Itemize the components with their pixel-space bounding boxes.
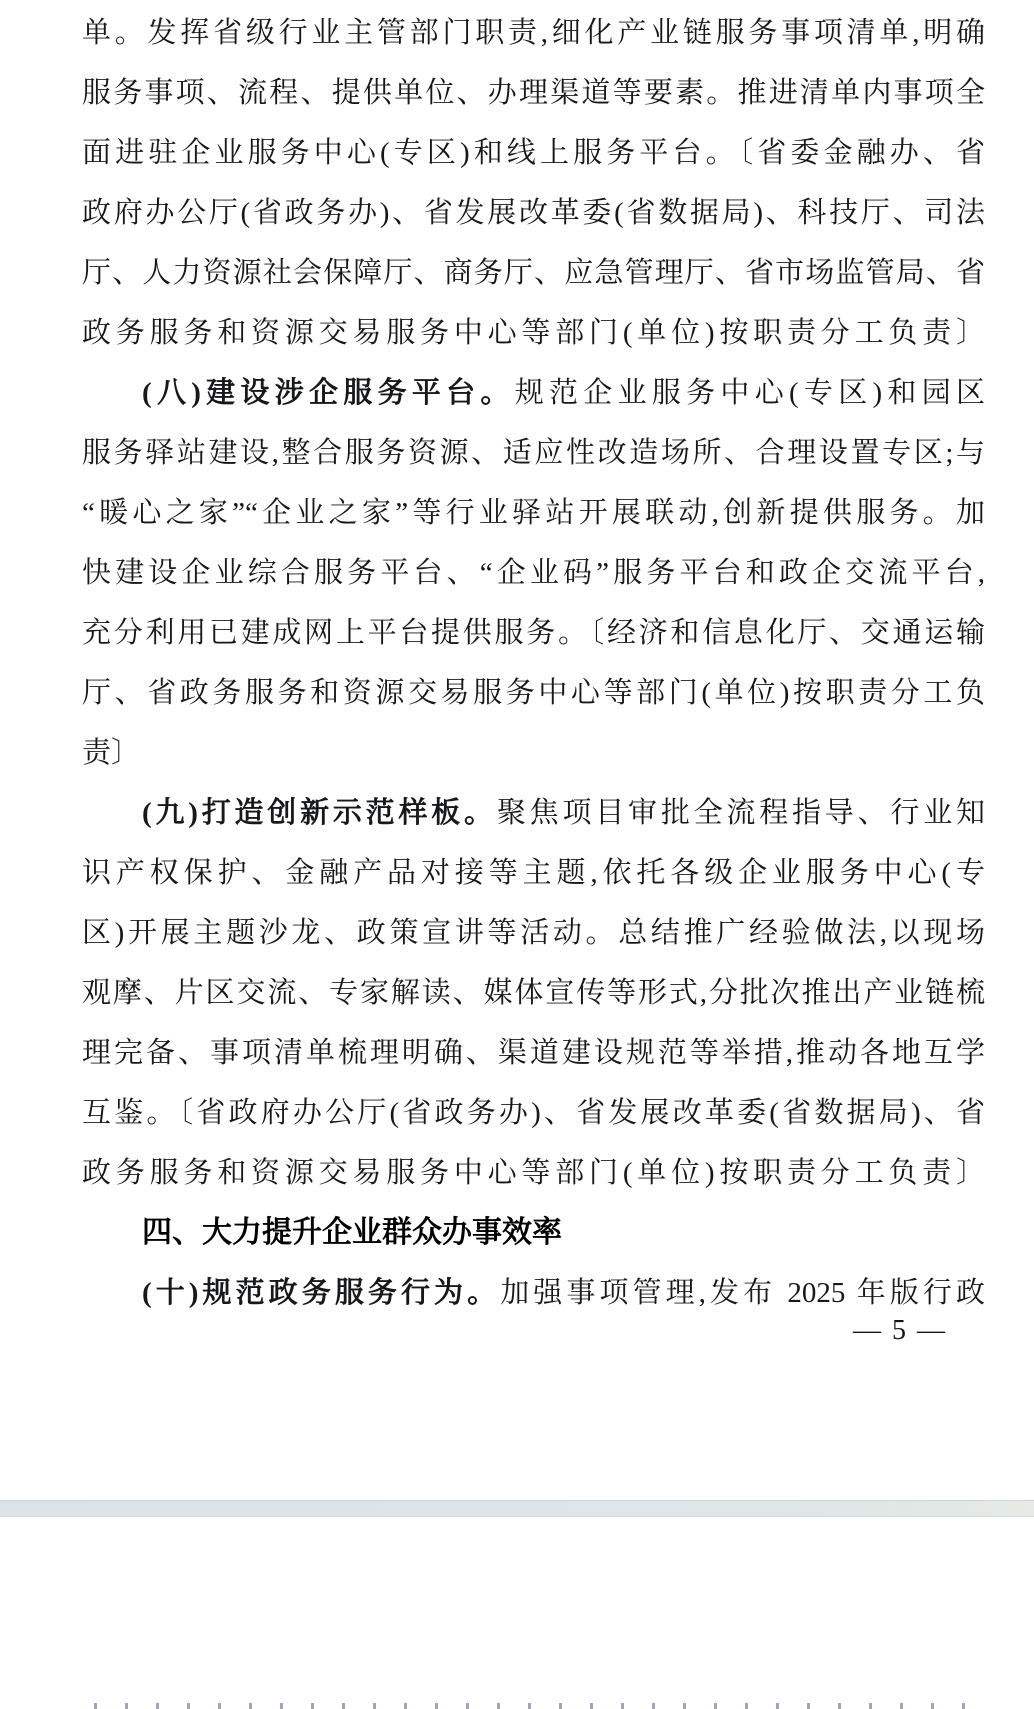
text-run: 加强事项管理,发布 2025 年版行政 xyxy=(500,1277,985,1309)
text-line xyxy=(82,423,985,483)
text-run: 厅、人力资源社会保障厅、商务厅、应急管理厅、省市场监管局、省 xyxy=(82,257,985,289)
text-line xyxy=(82,483,985,543)
page-gap-divider xyxy=(0,1500,1034,1517)
text-line xyxy=(82,123,985,183)
text-run: 服务驿站建设,整合服务资源、适应性改造场所、合理设置专区;与 xyxy=(82,437,985,469)
text-run: “暖心之家”“企业之家”等行业驿站开展联动,创新提供服务。加 xyxy=(82,497,985,529)
document-page-6 xyxy=(0,1517,1034,1709)
text-run: 面进驻企业服务中心(专区)和线上服务平台。〔省委金融办、省 xyxy=(82,137,985,169)
text-run: 政务服务和资源交易服务中心等部门(单位)按职责分工负责〕 xyxy=(82,317,985,349)
text-run: 四、大力提升企业群众办事效率 xyxy=(142,1216,562,1249)
text-line xyxy=(82,903,985,963)
text-run: 单。发挥省级行业主管部门职责,细化产业链服务事项清单,明确 xyxy=(82,17,985,49)
text-run: 观摩、片区交流、专家解读、媒体宣传等形式,分批次推出产业链梳 xyxy=(82,977,985,1009)
document-text-block xyxy=(82,3,985,1323)
text-line xyxy=(82,1023,985,1083)
text-run: 识产权保护、金融产品对接等主题,依托各级企业服务中心(专 xyxy=(82,857,985,889)
text-run: 互鉴。〔省政府办公厅(省政务办)、省发展改革委(省数据局)、省 xyxy=(82,1097,985,1129)
paragraph-lead: (九)打造创新示范样板。 xyxy=(142,797,497,829)
text-line xyxy=(82,363,985,423)
section-heading xyxy=(82,1203,985,1263)
text-line xyxy=(82,963,985,1023)
text-line xyxy=(82,1143,985,1203)
text-run: 政府办公厅(省政务办)、省发展改革委(省数据局)、科技厅、司法 xyxy=(82,197,985,229)
text-run: 区)开展主题沙龙、政策宣讲等活动。总结推广经验做法,以现场 xyxy=(82,917,985,949)
paragraph-lead: (十)规范政务服务行为。 xyxy=(142,1277,501,1309)
text-run: 规范企业服务中心(专区)和园区 xyxy=(514,377,985,409)
text-run: 政务服务和资源交易服务中心等部门(单位)按职责分工负责〕 xyxy=(82,1157,985,1189)
text-run: 快建设企业综合服务平台、“企业码”服务平台和政企交流平台, xyxy=(82,557,985,589)
text-line xyxy=(82,843,985,903)
text-line xyxy=(82,303,985,363)
text-line xyxy=(82,663,985,723)
text-run: 厅、省政务服务和资源交易服务中心等部门(单位)按职责分工负 xyxy=(82,677,985,709)
text-line xyxy=(82,543,985,603)
next-page-clipped-text xyxy=(94,1703,974,1709)
text-line xyxy=(82,3,985,63)
text-line xyxy=(82,1083,985,1143)
text-run: 服务事项、流程、提供单位、办理渠道等要素。推进清单内事项全 xyxy=(82,77,985,109)
text-line xyxy=(82,1263,985,1323)
text-line xyxy=(82,63,985,123)
paragraph-lead: (八)建设涉企服务平台。 xyxy=(142,377,515,409)
text-run: 责〕 xyxy=(82,737,141,769)
text-line xyxy=(82,723,985,783)
text-run: 充分利用已建成网上平台提供服务。〔经济和信息化厅、交通运输 xyxy=(82,617,985,649)
text-run: 理完备、事项清单梳理明确、渠道建设规范等举措,推动各地互学 xyxy=(82,1037,985,1069)
text-line xyxy=(82,603,985,663)
text-run: 聚焦项目审批全流程指导、行业知 xyxy=(496,797,985,829)
text-line xyxy=(82,243,985,303)
text-line xyxy=(82,183,985,243)
page-number: — 5 — xyxy=(853,1315,947,1346)
text-line xyxy=(82,783,985,843)
